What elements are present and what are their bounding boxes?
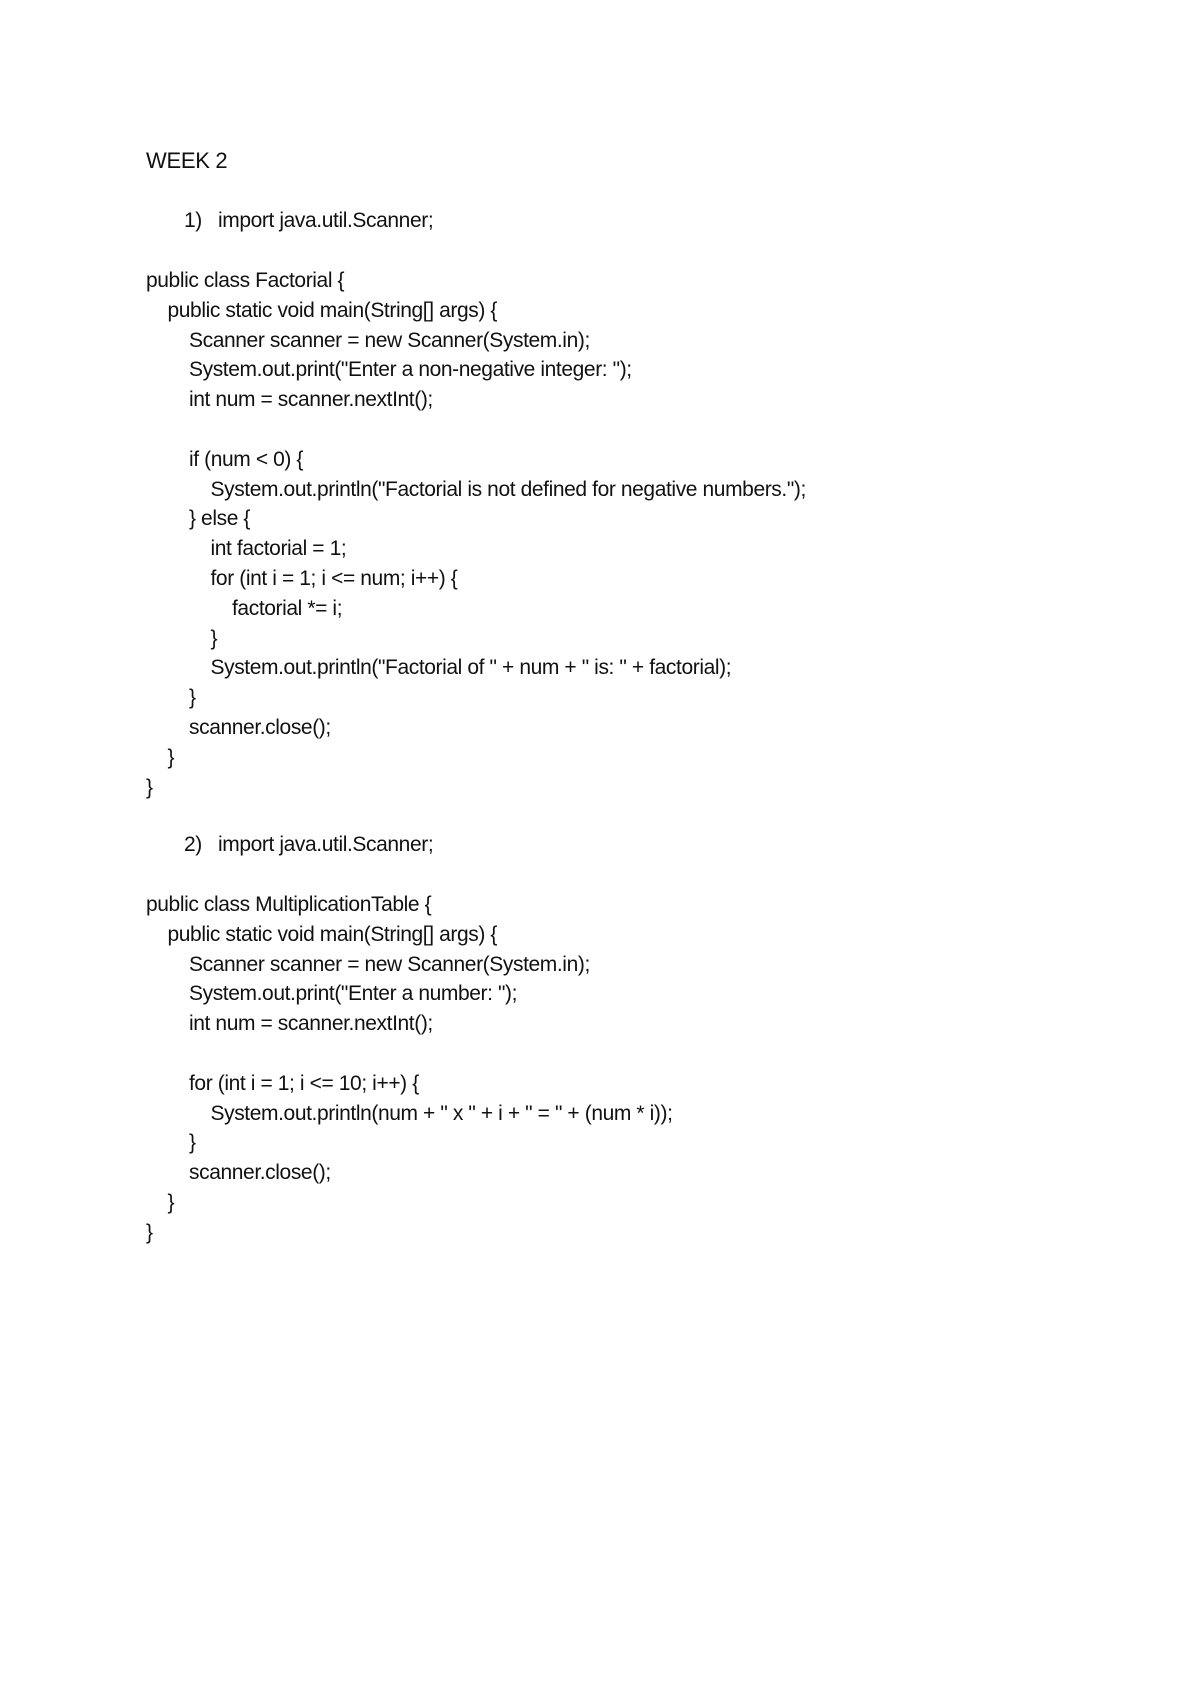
code-line: Scanner scanner = new Scanner(System.in); <box>189 952 590 976</box>
code-line: int num = scanner.nextInt(); <box>189 388 433 412</box>
code-line: } <box>210 626 218 650</box>
code-line: int factorial = 1; <box>210 537 347 561</box>
code-line: } <box>167 745 175 769</box>
code-line: if (num < 0) { <box>189 447 304 471</box>
blank-line <box>146 860 673 890</box>
code-line: for (int i = 1; i <= 10; i++) { <box>189 1071 419 1095</box>
code-line: System.out.print("Enter a number: "); <box>189 982 518 1006</box>
code-line: } else { <box>189 507 251 531</box>
code-line: public static void main(String[] args) { <box>167 298 497 322</box>
code-line: factorial *= i; <box>232 596 343 620</box>
code-line: for (int i = 1; i <= num; i++) { <box>210 566 458 590</box>
code-line: public class MultiplicationTable { <box>146 893 432 916</box>
document-heading: WEEK 2 <box>146 148 228 173</box>
code-line: public class Factorial { <box>146 269 345 292</box>
program-2-code <box>146 890 673 1248</box>
code-line: System.out.println("Factorial is not defined for negative numbers."); <box>210 477 806 501</box>
code-line: public static void main(String[] args) { <box>167 922 497 946</box>
code-line: System.out.print("Enter a non-negative integer: "); <box>189 358 632 382</box>
code-line <box>146 415 806 445</box>
program-2-list-item <box>146 830 673 860</box>
code-line: System.out.println(num + " x " + i + " = " + (num * i)); <box>210 1101 673 1125</box>
program-2-number: 2) <box>184 833 202 856</box>
code-line: scanner.close(); <box>189 715 331 739</box>
program-1-list-item <box>146 206 806 236</box>
code-line: } <box>189 686 196 710</box>
program-1 <box>146 206 806 802</box>
code-line: } <box>189 1131 196 1155</box>
code-line: System.out.println("Factorial of " + num + " is: " + factorial); <box>210 656 732 680</box>
code-line: int num = scanner.nextInt(); <box>189 1012 433 1036</box>
code-line <box>146 1039 673 1069</box>
code-line: } <box>146 775 153 799</box>
program-2 <box>146 830 673 1248</box>
code-line: Scanner scanner = new Scanner(System.in); <box>189 328 590 352</box>
code-line: } <box>167 1190 175 1214</box>
code-line: } <box>146 1220 153 1244</box>
program-1-import-line: import java.util.Scanner; <box>218 209 434 232</box>
program-2-import-line: import java.util.Scanner; <box>218 833 434 856</box>
blank-line <box>146 236 806 266</box>
code-line: scanner.close(); <box>189 1161 331 1185</box>
program-1-number: 1) <box>184 209 202 232</box>
program-1-code <box>146 266 806 802</box>
